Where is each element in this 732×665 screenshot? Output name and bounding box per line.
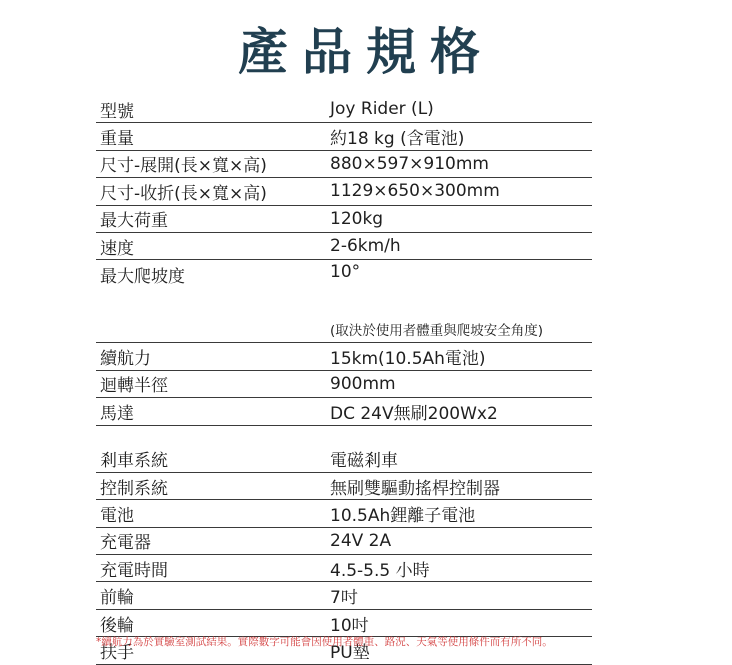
spec-row-speed [96, 233, 592, 260]
spec-row-turning-radius [96, 371, 592, 398]
spec-value: 4.5-5.5 小時 [330, 560, 430, 581]
spec-value: 15km(10.5Ah電池) [330, 349, 486, 370]
spec-row-controller [96, 473, 592, 500]
spec-value: 2-6km/h [330, 236, 401, 257]
spec-label: 充電時間 [100, 560, 168, 581]
spec-row-size-unfolded [96, 151, 592, 178]
spec-value: 10° [330, 262, 361, 283]
spec-value: 1129×650×300mm [330, 181, 500, 202]
spec-table [96, 96, 592, 665]
spec-label: 速度 [100, 238, 134, 259]
spec-row-model [96, 96, 592, 123]
spec-note: (取決於使用者體重與爬坡安全角度) [330, 323, 544, 340]
spec-label: 後輪 [100, 615, 134, 636]
spec-value: 無刷雙驅動搖桿控制器 [330, 478, 500, 499]
spec-label: 續航力 [100, 349, 151, 370]
spec-gap [96, 426, 592, 446]
spec-row-range [96, 343, 592, 370]
spec-label: 重量 [100, 129, 134, 150]
spec-row-front-wheel [96, 582, 592, 609]
spec-row-max-slope [96, 260, 592, 316]
spec-row-battery [96, 500, 592, 527]
spec-row-charging-time [96, 555, 592, 582]
spec-label: 充電器 [100, 533, 151, 554]
spec-value: 10吋 [330, 615, 369, 636]
spec-value: 10.5Ah鋰離子電池 [330, 505, 476, 526]
spec-label: 前輪 [100, 588, 134, 609]
spec-row-charger [96, 528, 592, 555]
spec-label: 馬達 [100, 403, 134, 424]
spec-value: Joy Rider (L) [330, 99, 434, 120]
spec-label: 控制系統 [100, 478, 168, 499]
spec-label: 電池 [100, 505, 134, 526]
spec-row-slope-note [96, 316, 592, 343]
spec-row-motor [96, 398, 592, 425]
spec-value: 24V 2A [330, 530, 392, 551]
spec-label: 剎車系統 [100, 451, 168, 472]
spec-value: DC 24V無刷200Wx2 [330, 403, 498, 424]
spec-row-size-folded [96, 178, 592, 205]
spec-label: 最大荷重 [100, 211, 168, 232]
spec-label: 迴轉半徑 [100, 376, 168, 397]
spec-value: PU墊 [330, 642, 370, 663]
spec-value: 電磁剎車 [330, 451, 398, 472]
page-title: 產品規格 [238, 22, 494, 81]
spec-label: 扶手 [100, 642, 134, 663]
spec-label: 型號 [100, 101, 134, 122]
spec-row-max-load [96, 206, 592, 233]
spec-row-brake [96, 446, 592, 473]
footnote: *續航力為於實驗室測試結果。實際數字可能會因使用者體重、路況、天氣等使用條件而有所不同。 [96, 636, 553, 648]
spec-row-weight [96, 123, 592, 150]
spec-label: 尺寸-展開(長×寬×高) [100, 156, 267, 177]
spec-label: 尺寸-收折(長×寬×高) [100, 183, 267, 204]
spec-label: 最大爬坡度 [100, 267, 185, 288]
spec-value: 7吋 [330, 588, 358, 609]
spec-value: 約18 kg (含電池) [330, 129, 465, 150]
spec-value: 900mm [330, 373, 396, 394]
spec-value: 120kg [330, 208, 384, 229]
spec-value: 880×597×910mm [330, 153, 489, 174]
